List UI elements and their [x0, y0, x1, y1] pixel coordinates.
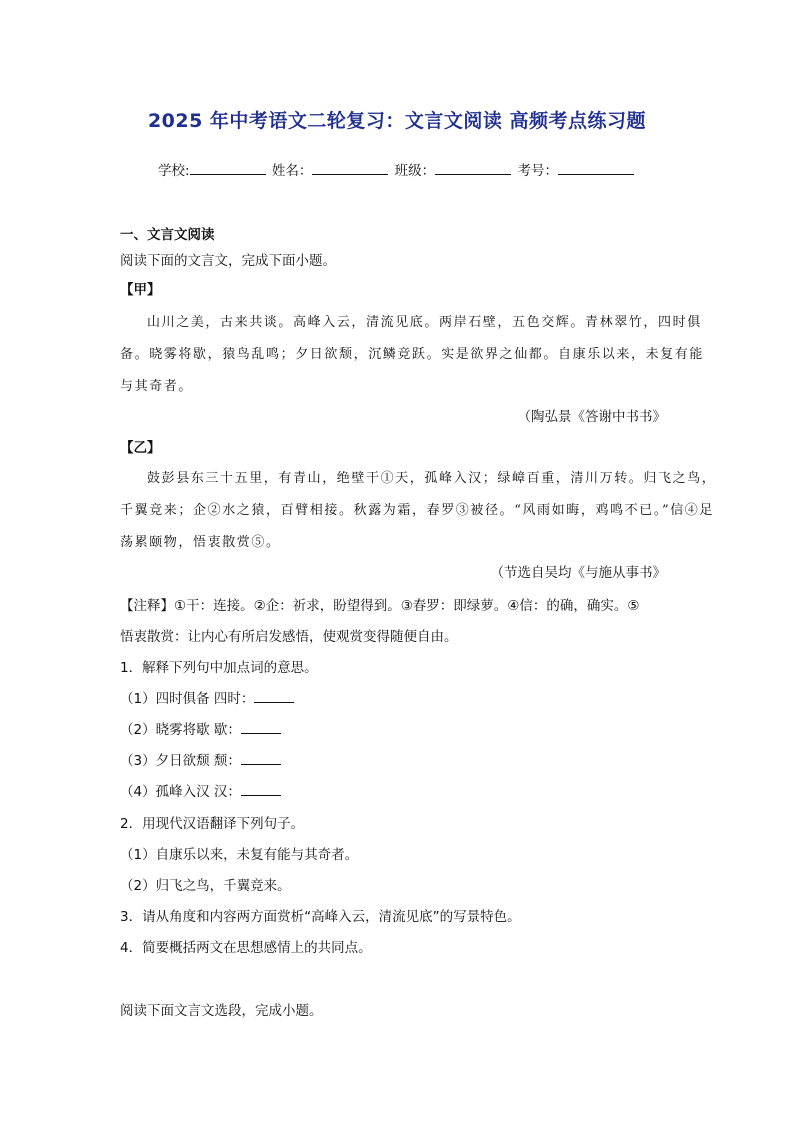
passage-yi-line: 千翼竞来；企②水之猿，百臂相接。秋露为霜，春罗③被径。“风雨如晦，鸡鸣不已。”信④足	[120, 503, 714, 518]
notes-line: 悟衷散赏：让内心有所启发感悟，使观赏变得随便自由。	[120, 629, 458, 645]
passage-yi-label: 【乙】	[120, 440, 161, 456]
question-2-stem: 2．用现代汉语翻译下列句子。	[120, 816, 305, 832]
class-blank[interactable]	[435, 160, 511, 175]
passage-jia-line: 备。晓雾将歇，猿鸟乱鸣；夕日欲颓，沉鳞竞跃。实是欲界之仙都。自康乐以来，未复有能	[120, 347, 705, 362]
exam-no-blank[interactable]	[558, 160, 634, 175]
section-2-instruction: 阅读下面文言文选段，完成小题。	[120, 1003, 323, 1019]
passage-yi-source: （节选自吴均《与施从事书》	[490, 565, 666, 581]
passage-jia-label: 【甲】	[120, 282, 161, 298]
section-instruction: 阅读下面的文言文，完成下面小题。	[120, 253, 336, 269]
school-blank[interactable]	[190, 160, 266, 175]
question-1-stem: 1．解释下列句中加点词的意思。	[120, 660, 318, 676]
question-1-item: （3）夕日欲颓 颓：	[120, 749, 281, 769]
question-3: 3．请从角度和内容两方面赏析“高峰入云，清流见底”的写景特色。	[120, 909, 521, 925]
school-label: 学校:	[158, 163, 190, 179]
class-label: 班级：	[394, 163, 436, 179]
passage-jia-line: 与其奇者。	[120, 379, 194, 394]
passage-yi-line: 鼓彭县东三十五里，有青山，绝壁干①天，孤峰入汉；绿嶂百重，清川万转。归飞之鸟，	[147, 471, 717, 486]
answer-blank[interactable]	[241, 752, 281, 765]
notes-line: 【注释】①干：连接。②企：祈求，盼望得到。③春罗：即绿萝。④信：的确，确实。⑤	[120, 598, 640, 614]
question-1-item: （4）孤峰入汉 汉：	[120, 780, 281, 800]
exam-no-label: 考号：	[517, 163, 558, 179]
passage-jia-line: 山川之美，古来共谈。高峰入云，清流见底。两岸石壁，五色交辉。青林翠竹，四时俱	[147, 315, 702, 330]
page-title: 2025 年中考语文二轮复习：文言文阅读 高频考点练习题	[147, 110, 647, 132]
section-heading: 一、文言文阅读	[120, 227, 215, 243]
question-1-item: （1）四时俱备 四时：	[120, 687, 294, 707]
answer-blank[interactable]	[254, 690, 294, 703]
question-4: 4．简要概括两文在思想感情上的共同点。	[120, 940, 372, 956]
student-info-row	[0, 159, 794, 179]
question-2-item: （1）自康乐以来，未复有能与其奇者。	[120, 847, 359, 863]
name-label: 姓名：	[271, 163, 313, 179]
answer-blank[interactable]	[241, 721, 281, 734]
passage-jia-source: （陶弘景《答谢中书书》	[517, 409, 666, 425]
question-1-item: （2）晓雾将歇 歇：	[120, 718, 281, 738]
question-2-item: （2）归飞之鸟，千翼竞来。	[120, 878, 291, 894]
answer-blank[interactable]	[241, 783, 281, 796]
name-blank[interactable]	[312, 160, 388, 175]
passage-yi-line: 荡累颐物，悟衷散赏⑤。	[120, 535, 281, 550]
